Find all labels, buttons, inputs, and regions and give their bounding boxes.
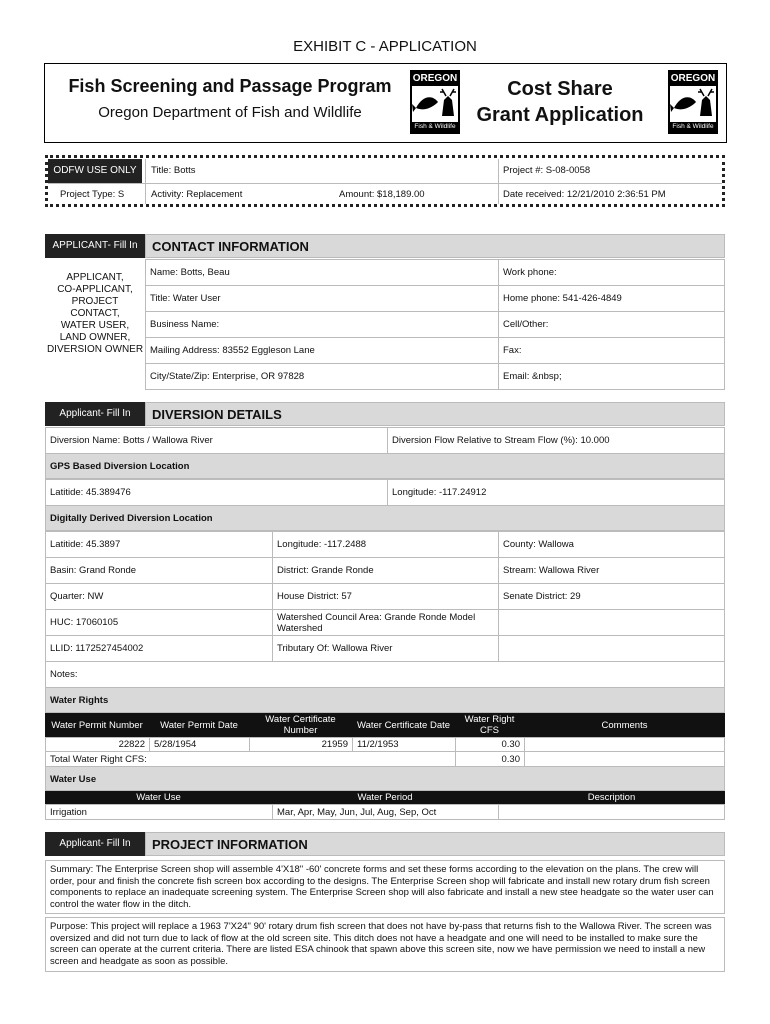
gps-latitude: Latitide: 45.389476: [46, 480, 388, 506]
logo-top-text-2: OREGON: [670, 73, 716, 84]
logo-bottom-text: Fish & Wildlife: [412, 122, 458, 132]
program-subtitle: Oregon Department of Fish and Wildlife: [98, 104, 362, 121]
wu-period: Mar, Apr, May, Jun, Jul, Aug, Sep, Oct: [273, 805, 499, 820]
oregon-fish-wildlife-logo: [410, 70, 460, 134]
program-title: Fish Screening and Passage Program: [68, 76, 392, 96]
odfw-title: Title: Botts: [151, 165, 196, 176]
quarter: Quarter: NW: [46, 584, 273, 610]
wr-permit-date: 5/28/1954: [150, 738, 250, 752]
cost-line1: Cost Share: [507, 78, 613, 100]
wu-description: [499, 805, 725, 820]
contact-business-name: Business Name:: [146, 312, 499, 338]
cost-share-title: [470, 76, 650, 128]
district: District: Grande Ronde: [273, 558, 499, 584]
contact-cell: Cell/Other:: [499, 312, 725, 338]
contact-section-tag: APPLICANT- Fill In: [45, 234, 145, 258]
contact-section-title: CONTACT INFORMATION: [145, 234, 725, 258]
county: County: Wallowa: [499, 532, 725, 558]
logo-bottom-text-2: Fish & Wildlife: [670, 122, 716, 132]
water-use-header: Water Use: [45, 766, 725, 791]
wu-use: Irrigation: [46, 805, 273, 820]
wr-total-label: Total Water Right CFS:: [46, 752, 456, 767]
tributary-of: Tributary Of: Wallowa River: [273, 636, 499, 662]
fish-deer-icon-2: [670, 86, 716, 122]
empty-cell-2: [499, 636, 725, 662]
oregon-fish-wildlife-logo-2: [668, 70, 718, 134]
wr-col-cert-date: Water Certificate Date: [352, 713, 455, 737]
diversion-name: Diversion Name: Botts / Wallowa River: [46, 428, 388, 454]
water-rights-header: Water Rights: [45, 687, 725, 713]
diversion-section-title: DIVERSION DETAILS: [145, 402, 725, 426]
wr-col-permit-date: Water Permit Date: [149, 713, 249, 737]
huc: HUC: 17060105: [46, 610, 273, 636]
contact-city-state-zip: City/State/Zip: Enterprise, OR 97828: [146, 364, 499, 390]
house-district: House District: 57: [273, 584, 499, 610]
odfw-divider-v2: [498, 159, 499, 204]
contact-email: Email: &nbsp;: [499, 364, 725, 390]
logo-top-text: OREGON: [412, 73, 458, 84]
wr-cert-number: 21959: [250, 738, 353, 752]
wr-col-cfs: Water Right CFS: [455, 713, 524, 737]
wr-comments: [525, 738, 725, 752]
wu-col-description: Description: [498, 791, 725, 804]
contact-name: Name: Botts, Beau: [146, 260, 499, 286]
cost-line2: Grant Application: [476, 104, 644, 126]
project-section-tag: Applicant- Fill In: [45, 832, 145, 856]
digital-location-header: Digitally Derived Diversion Location: [45, 505, 725, 531]
llid: LLID: 1172527454002: [46, 636, 273, 662]
fish-deer-icon: [412, 86, 458, 122]
odfw-date-received: Date received: 12/21/2010 2:36:51 PM: [503, 189, 666, 200]
project-section-title: PROJECT INFORMATION: [145, 832, 725, 856]
contact-work-phone: Work phone:: [499, 260, 725, 286]
wr-cert-date: 11/2/1953: [353, 738, 456, 752]
project-summary: Summary: The Enterprise Screen shop will assemble 4'X18" -60' concrete forms and set these forms according to the elevation on the plans. The crew will order, pour and finish the concrete fish screen box according to the designs. The Enterprise Screen shop will fabricate and install new rotary drum fish screen components to replace an inadequate screening system. The Enterprise Screen shop will also fabricate and install a new stee headgate so the water user can control the water flow in the ditch.: [45, 860, 725, 914]
contact-fax: Fax:: [499, 338, 725, 364]
diversion-flow: Diversion Flow Relative to Stream Flow (%): 10.000: [388, 428, 725, 454]
digital-longitude: Longitude: -117.2488: [273, 532, 499, 558]
wr-col-comments: Comments: [524, 713, 725, 737]
wr-col-permit-number: Water Permit Number: [45, 713, 149, 737]
water-use-row: [46, 805, 725, 820]
odfw-project-number: Project #: S-08-0058: [503, 165, 591, 176]
contact-title: Title: Water User: [146, 286, 499, 312]
wr-total-value: 0.30: [456, 752, 525, 767]
empty-cell: [499, 610, 725, 636]
notes: Notes:: [46, 662, 725, 688]
basin: Basin: Grand Ronde: [46, 558, 273, 584]
wr-cfs: 0.30: [456, 738, 525, 752]
gps-location-header: GPS Based Diversion Location: [45, 453, 725, 479]
wr-col-cert-number: Water Certificate Number: [249, 713, 352, 737]
diversion-section-tag: Applicant- Fill In: [45, 402, 145, 426]
odfw-divider: [48, 183, 722, 184]
senate-district: Senate District: 29: [499, 584, 725, 610]
wu-col-use: Water Use: [45, 791, 272, 804]
contact-side-label: APPLICANT, CO-APPLICANT, PROJECT CONTACT, WATER USER, LAND OWNER, DIVERSION OWNER: [46, 272, 144, 355]
wr-permit-number: 22822: [46, 738, 150, 752]
contact-home-phone: Home phone: 541-426-4849: [499, 286, 725, 312]
wu-col-period: Water Period: [272, 791, 498, 804]
stream: Stream: Wallowa River: [499, 558, 725, 584]
contact-mailing-address: Mailing Address: 83552 Eggleson Lane: [146, 338, 499, 364]
exhibit-title: EXHIBIT C - APPLICATION: [293, 38, 477, 55]
odfw-activity: Activity: Replacement: [151, 189, 243, 200]
gps-longitude: Longitude: -117.24912: [388, 480, 725, 506]
watershed-council-area: Watershed Council Area: Grande Ronde Model Watershed: [273, 610, 499, 636]
odfw-use-only-tag: ODFW USE ONLY: [48, 159, 142, 183]
odfw-amount: Amount: $18,189.00: [339, 189, 425, 200]
odfw-divider-v1: [145, 159, 146, 204]
wr-total-empty: [525, 752, 725, 767]
project-purpose: Purpose: This project will replace a 1963 7'X24" 90' rotary drum fish screen that does not have by-pass that returns fish to the Wallowa River. The screen was oversized and did not turn due to lack of flow at the old screen site. This ditch does not have a headgate and one will need to be installed to make sure the screen can operate at the current criteria. There are listed ESA chinook that spawn above this screen site, now we have permission we need to install a new screen and headgate as soon as possible.: [45, 917, 725, 972]
water-right-row: [46, 738, 725, 752]
digital-latitude: Latitide: 45.3897: [46, 532, 273, 558]
odfw-project-type: Project Type: S: [60, 189, 125, 200]
